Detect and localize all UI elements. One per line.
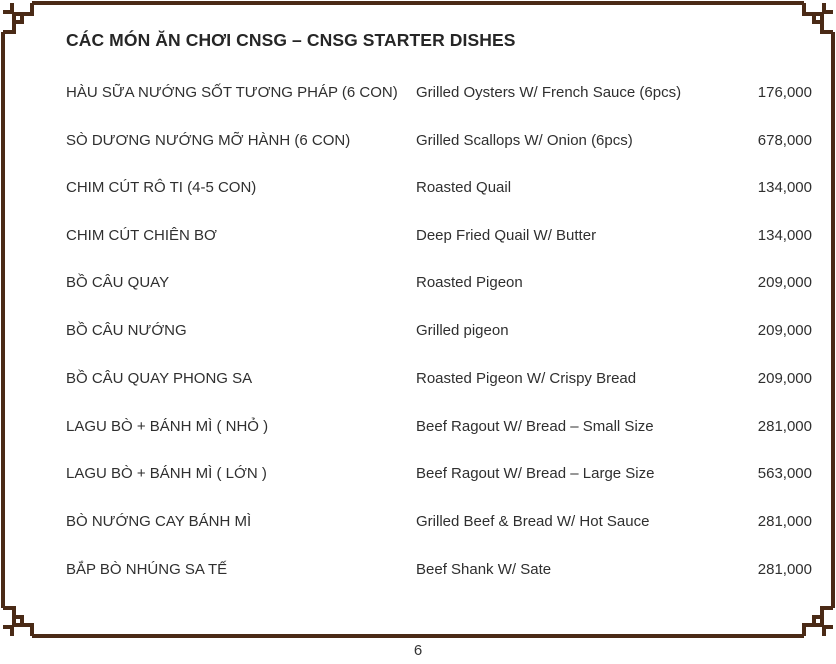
dish-price: 281,000 bbox=[757, 561, 812, 578]
dish-price: 209,000 bbox=[757, 274, 812, 291]
menu-item bbox=[0, 118, 836, 166]
dish-name-english: Roasted Quail bbox=[416, 179, 512, 196]
dish-name-english: Beef Ragout W/ Bread – Large Size bbox=[416, 465, 655, 482]
menu-item bbox=[0, 404, 836, 452]
dish-price: 134,000 bbox=[757, 227, 812, 244]
dish-name-vietnamese: BẮP BÒ NHÚNG SA TẾ bbox=[66, 561, 228, 578]
dish-price: 209,000 bbox=[757, 322, 812, 339]
page-title: CÁC MÓN ĂN CHƠI CNSG – CNSG STARTER DISHES bbox=[66, 30, 516, 50]
corner-ornament-bottom-right bbox=[804, 608, 833, 636]
dish-name-english: Deep Fried Quail W/ Butter bbox=[416, 227, 597, 244]
corner-ornament-top-right bbox=[804, 3, 833, 32]
dish-name-vietnamese: BỒ CÂU QUAY PHONG SA bbox=[66, 370, 253, 387]
menu-item bbox=[0, 356, 836, 404]
page-number: 6 bbox=[413, 642, 423, 659]
dish-name-vietnamese: BỒ CÂU NƯỚNG bbox=[66, 322, 187, 339]
dish-name-vietnamese: SÒ DƯƠNG NƯỚNG MỠ HÀNH (6 CON) bbox=[66, 132, 351, 149]
dish-price: 134,000 bbox=[757, 179, 812, 196]
dish-name-english: Beef Ragout W/ Bread – Small Size bbox=[416, 418, 654, 435]
dish-name-english: Beef Shank W/ Sate bbox=[416, 561, 552, 578]
dish-name-english: Roasted Pigeon bbox=[416, 274, 523, 291]
dish-price: 281,000 bbox=[757, 418, 812, 435]
dish-price: 678,000 bbox=[757, 132, 812, 149]
dish-name-vietnamese: BÒ NƯỚNG CAY BÁNH MÌ bbox=[66, 513, 252, 530]
dish-name-vietnamese: CHIM CÚT RÔ TI (4-5 CON) bbox=[66, 179, 257, 196]
dish-name-english: Grilled Scallops W/ Onion (6pcs) bbox=[416, 132, 633, 149]
dish-name-vietnamese: BỒ CÂU QUAY bbox=[66, 274, 170, 291]
dish-name-english: Roasted Pigeon W/ Crispy Bread bbox=[416, 370, 637, 387]
menu-item bbox=[0, 308, 836, 356]
dish-price: 176,000 bbox=[757, 84, 812, 101]
menu-item bbox=[0, 165, 836, 213]
dish-name-vietnamese: CHIM CÚT CHIÊN BƠ bbox=[66, 227, 217, 244]
corner-ornament-top-left bbox=[3, 3, 32, 32]
menu-item bbox=[0, 547, 836, 595]
menu-item bbox=[0, 499, 836, 547]
menu-item bbox=[0, 260, 836, 308]
dish-name-english: Grilled Oysters W/ French Sauce (6pcs) bbox=[416, 84, 682, 101]
dish-name-vietnamese: LAGU BÒ + BÁNH MÌ ( LỚN ) bbox=[66, 465, 267, 482]
dish-price: 281,000 bbox=[757, 513, 812, 530]
dish-name-vietnamese: LAGU BÒ + BÁNH MÌ ( NHỎ ) bbox=[66, 418, 269, 435]
dish-price: 209,000 bbox=[757, 370, 812, 387]
dish-price: 563,000 bbox=[757, 465, 812, 482]
dish-name-vietnamese: HÀU SỮA NƯỚNG SỐT TƯƠNG PHÁP (6 CON) bbox=[66, 84, 398, 101]
dish-name-english: Grilled Beef & Bread W/ Hot Sauce bbox=[416, 513, 650, 530]
corner-ornament-bottom-left bbox=[3, 608, 32, 636]
menu-item bbox=[0, 451, 836, 499]
dish-name-english: Grilled pigeon bbox=[416, 322, 509, 339]
menu-item bbox=[0, 213, 836, 261]
menu-item bbox=[0, 70, 836, 118]
